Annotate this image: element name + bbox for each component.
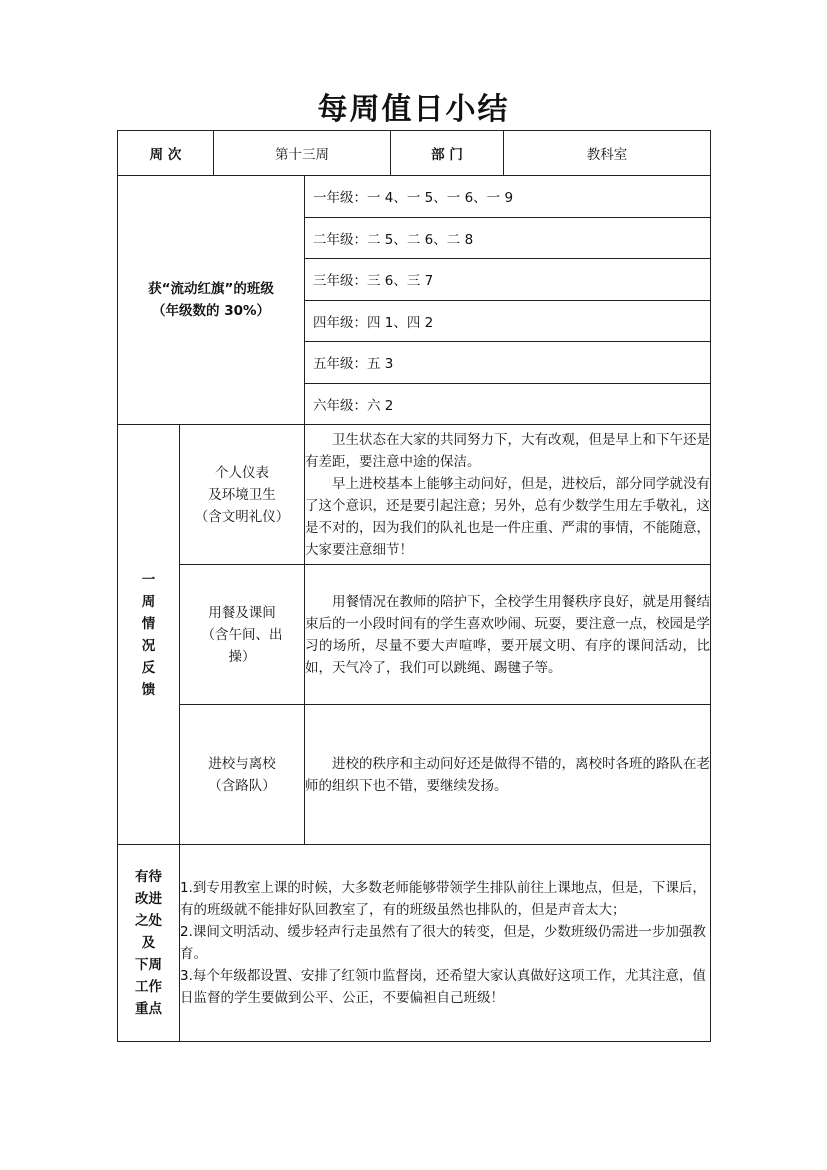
header-row [118,131,711,176]
dept-value: 教科室 [504,131,711,176]
label-line: 用餐及课间 [208,604,276,621]
grade-4-classes: 四年级：四 1、四 2 [305,300,711,342]
side-char: 一 [141,571,156,588]
grade-1-classes: 一年级：一 4、一 5、一 6、一 9 [305,176,711,218]
grade-5-classes: 五年级：五 3 [305,342,711,384]
side-char: 况 [141,637,156,654]
appearance-hygiene-content [305,425,711,565]
red-flag-label-line2: （年级数的 30%） [152,303,271,319]
side-text: 工作 [135,979,162,995]
meals-breaks-content [305,565,711,705]
label-line: （含路队） [208,777,276,794]
feedback-row [118,705,711,845]
red-flag-label [118,176,305,425]
side-text: 改进 [135,891,162,907]
grade-row [118,176,711,218]
appearance-hygiene-label [180,425,305,565]
improvement-item: 3.每个年级都设置、安排了红领巾监督岗，还希望大家认真做好这项工作，尤其注意，值日监督的学生要做到公平、公正，不要偏袒自己班级！ [180,968,706,1006]
duty-summary-table [117,130,711,1042]
improvement-label [118,845,180,1042]
paragraph: 早上进校基本上能够主动问好，但是，进校后，部分同学就没有了这个意识，还是要引起注意；另外，总有少数学生用左手敬礼，这是不对的，因为我们的队礼也是一件庄重、严肃的事情，不能随意，大家要注意细节！ [305,475,711,558]
grade-6-classes: 六年级：六 2 [305,383,711,425]
red-flag-label-line1: 获“流动红旗”的班级 [148,281,274,297]
label-line: 操） [228,648,256,665]
paragraph: 用餐情况在教师的陪护下，全校学生用餐秩序良好，就是用餐结束后的一小段时间有的学生喜欢吵闹、玩耍，要注意一点，校园是学习的场所，尽量不要大声喧哗，要开展文明、有序的课间活动，比如，天气冷了，我们可以跳绳、踢毽子等。 [305,593,711,676]
side-char: 馈 [141,681,156,698]
paragraph: 进校的秩序和主动问好还是做得不错的，离校时各班的路队在老师的组织下也不错，要继续发扬。 [305,755,711,794]
paragraph: 卫生状态在大家的共同努力下，大有改观，但是早上和下午还是有差距，要注意中途的保洁。 [305,431,711,470]
side-char: 周 [141,593,156,610]
label-line: 及环境卫生 [208,486,276,503]
label-line: （含文明礼仪） [194,508,290,525]
week-value: 第十三周 [214,131,391,176]
side-text: 重点 [135,1001,162,1017]
side-text: 下周 [135,957,162,973]
feedback-row [118,425,711,565]
grade-3-classes: 三年级：三 6、三 7 [305,259,711,301]
label-line: （含午间、出 [201,626,283,643]
improvement-row [118,845,711,1042]
feedback-row [118,565,711,705]
improvement-item: 1.到专用教室上课的时候，大多数老师能够带领学生排队前往上课地点，但是，下课后，有的班级就不能排好队回教室了，有的班级虽然也排队的，但是声音太大； [180,880,706,918]
meals-breaks-label [180,565,305,705]
side-char: 情 [141,615,156,632]
arrival-departure-label [180,705,305,845]
side-char: 反 [141,659,156,676]
side-text: 有待 [135,869,162,885]
document-title: 每周值日小结 [317,92,510,127]
arrival-departure-content [305,705,711,845]
weekly-feedback-label [118,425,180,845]
side-text: 及 [141,935,156,951]
side-text: 之处 [135,913,162,929]
week-label: 周 次 [118,131,214,176]
grade-2-classes: 二年级：二 5、二 6、二 8 [305,217,711,259]
improvement-item: 2.课间文明活动、缓步轻声行走虽然有了很大的转变，但是，少数班级仍需进一步加强教育。 [180,924,706,962]
improvement-content [180,845,711,1042]
label-line: 进校与离校 [208,755,276,772]
label-line: 个人仪表 [215,464,269,481]
dept-label: 部 门 [391,131,504,176]
